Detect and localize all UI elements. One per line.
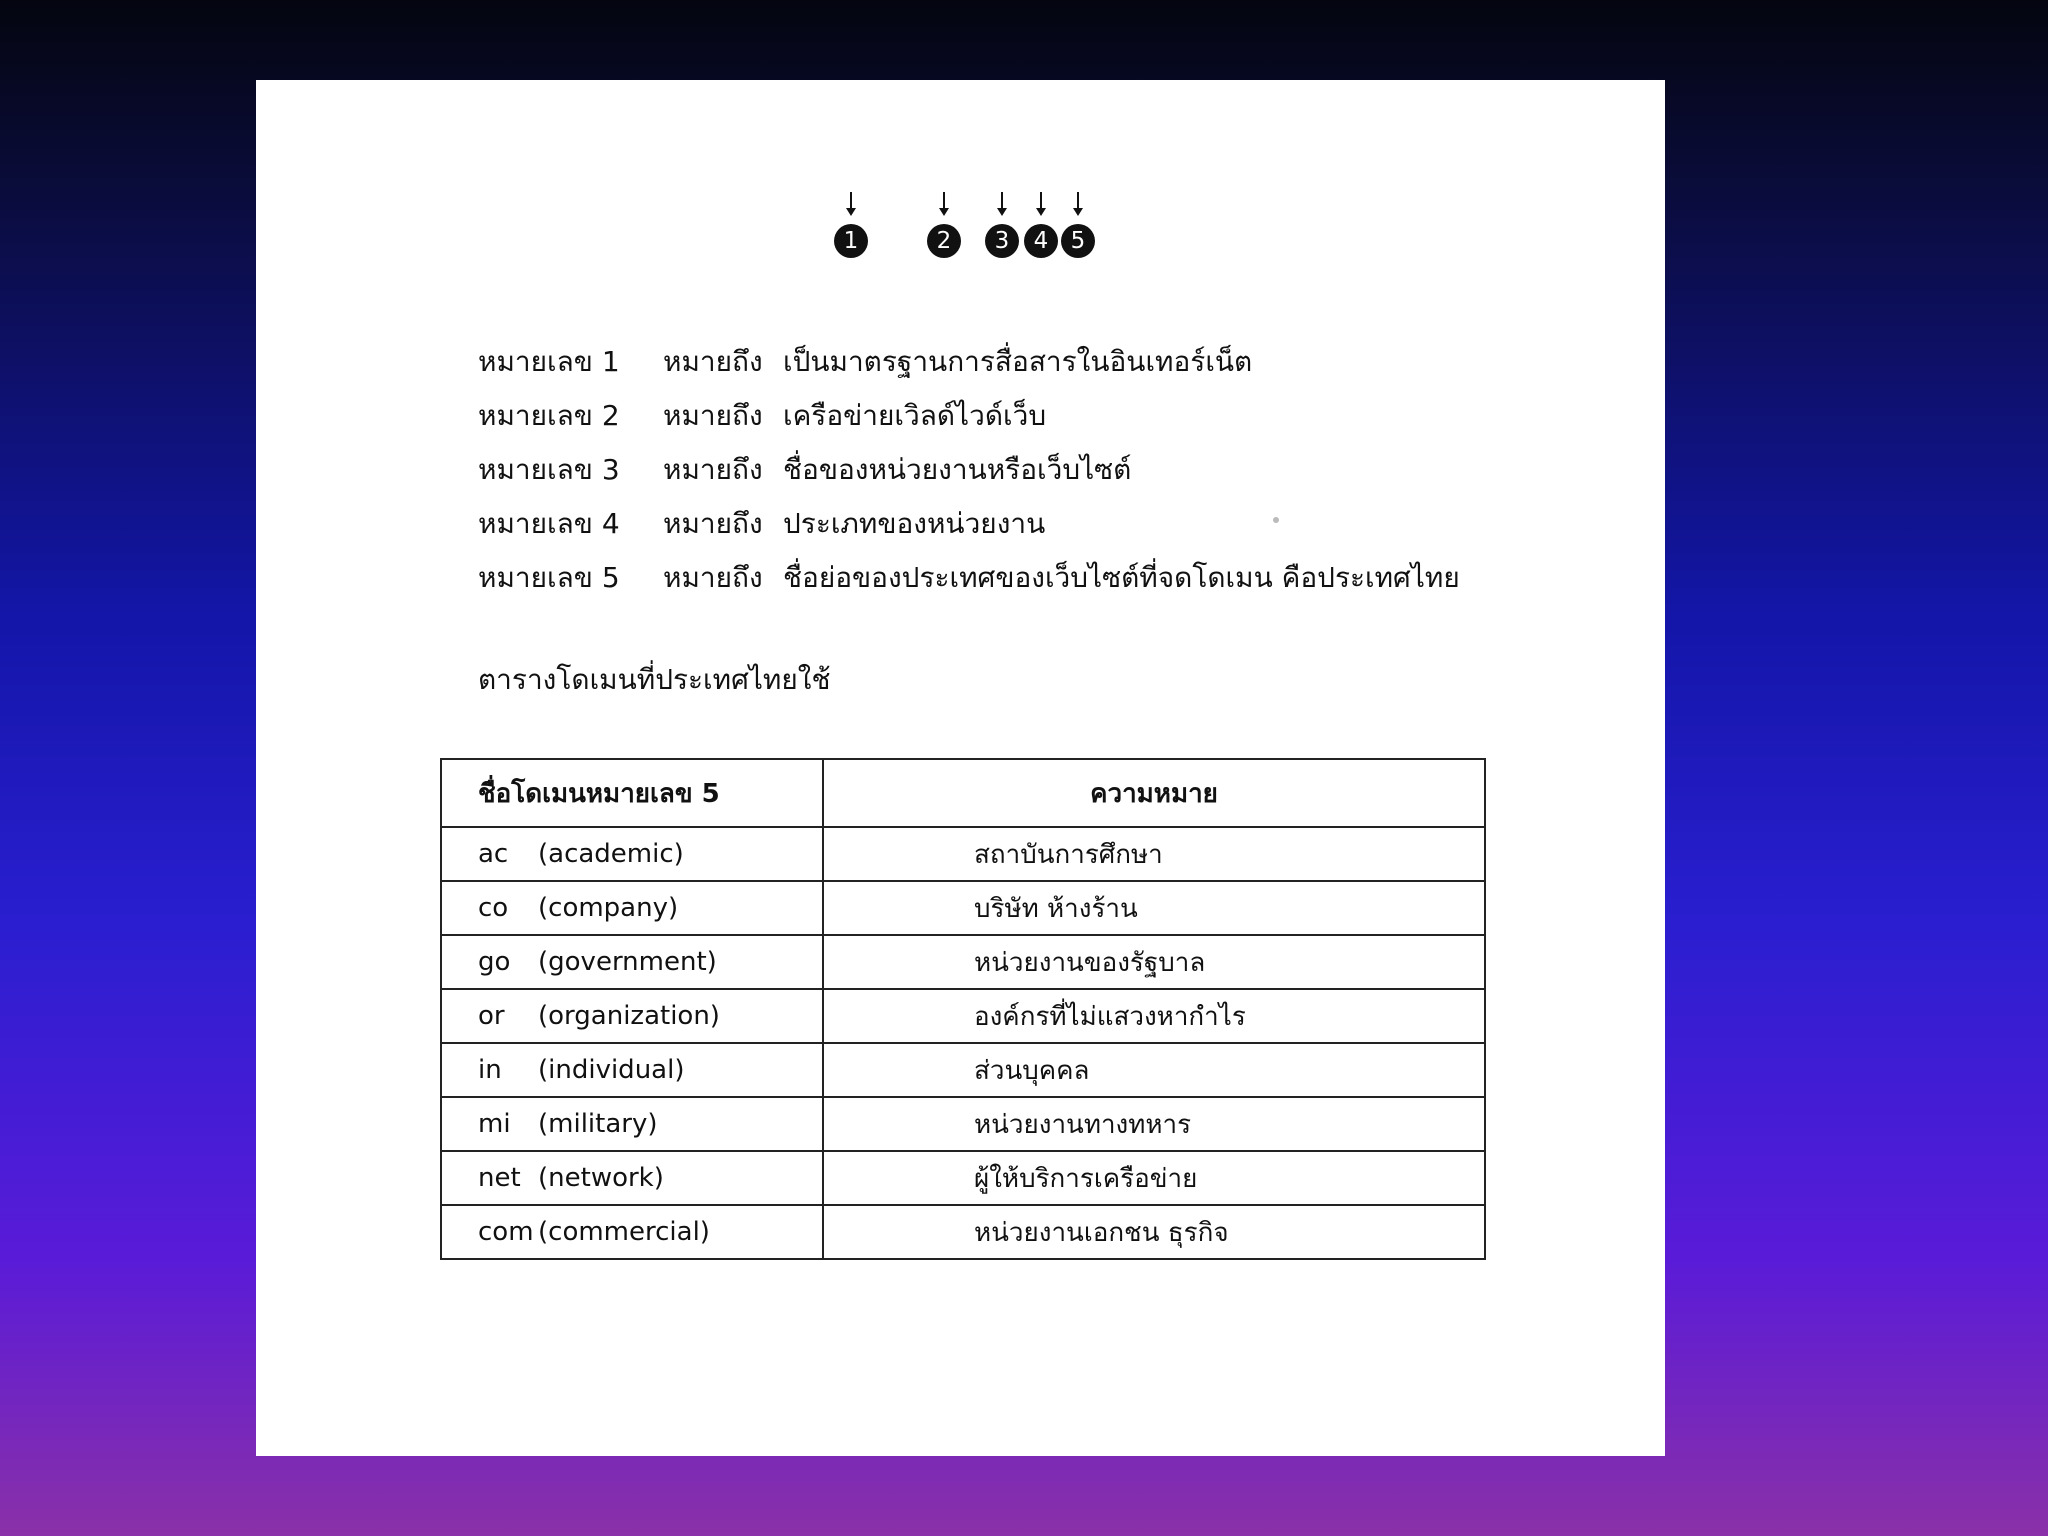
domain-full: (network) bbox=[538, 1163, 664, 1193]
domain-cell bbox=[441, 935, 823, 989]
marker-badge: 2 bbox=[927, 224, 961, 258]
legend-means: หมายถึง bbox=[663, 561, 763, 594]
legend-row bbox=[478, 551, 1460, 605]
domain-code: in bbox=[478, 1055, 502, 1085]
domain-cell bbox=[441, 827, 823, 881]
legend-label: หมายเลข 3 bbox=[478, 453, 620, 486]
table-row bbox=[441, 881, 1485, 935]
marker-4 bbox=[1024, 192, 1058, 258]
legend-text: ชื่อของหน่วยงานหรือเว็บไซต์ bbox=[783, 453, 1132, 486]
domain-full: (company) bbox=[538, 893, 679, 923]
marker-badge: 5 bbox=[1061, 224, 1095, 258]
domain-cell bbox=[441, 1043, 823, 1097]
down-arrow-icon bbox=[927, 192, 961, 218]
domain-full: (individual) bbox=[538, 1055, 685, 1085]
document-page bbox=[256, 80, 1665, 1456]
table-row bbox=[441, 935, 1485, 989]
meaning-cell: หน่วยงานของรัฐบาล bbox=[823, 935, 1485, 989]
meaning-cell: สถาบันการศึกษา bbox=[823, 827, 1485, 881]
legend-label: หมายเลข 4 bbox=[478, 507, 620, 540]
domain-cell bbox=[441, 1151, 823, 1205]
marker-badge: 1 bbox=[834, 224, 868, 258]
scan-speck bbox=[1273, 517, 1279, 523]
domain-code: or bbox=[478, 1001, 505, 1031]
domain-code: co bbox=[478, 893, 509, 923]
marker-1 bbox=[834, 192, 868, 258]
domain-full: (military) bbox=[538, 1109, 658, 1139]
down-arrow-icon bbox=[1024, 192, 1058, 218]
legend-text: เครือข่ายเวิลด์ไวด์เว็บ bbox=[783, 399, 1047, 432]
domain-code: net bbox=[478, 1163, 521, 1193]
table-row bbox=[441, 1205, 1485, 1259]
table-header-row bbox=[441, 759, 1485, 827]
legend-text: เป็นมาตรฐานการสื่อสารในอินเทอร์เน็ต bbox=[783, 345, 1253, 378]
table-row bbox=[441, 1097, 1485, 1151]
domain-code: mi bbox=[478, 1109, 511, 1139]
legend-label: หมายเลข 5 bbox=[478, 561, 620, 594]
meaning-cell: หน่วยงานทางทหาร bbox=[823, 1097, 1485, 1151]
domain-full: (commercial) bbox=[538, 1217, 710, 1247]
table-row bbox=[441, 989, 1485, 1043]
legend-text: ประเภทของหน่วยงาน bbox=[783, 507, 1046, 540]
domain-code: ac bbox=[478, 839, 509, 869]
domain-full: (academic) bbox=[538, 839, 684, 869]
marker-3 bbox=[985, 192, 1019, 258]
marker-badge: 4 bbox=[1024, 224, 1058, 258]
domain-cell bbox=[441, 1205, 823, 1259]
down-arrow-icon bbox=[834, 192, 868, 218]
domain-cell bbox=[441, 989, 823, 1043]
domain-table bbox=[440, 758, 1486, 1260]
meaning-cell: องค์กรที่ไม่แสวงหากำไร bbox=[823, 989, 1485, 1043]
domain-cell bbox=[441, 1097, 823, 1151]
domain-full: (government) bbox=[538, 947, 717, 977]
legend-means: หมายถึง bbox=[663, 507, 763, 540]
marker-badge: 3 bbox=[985, 224, 1019, 258]
down-arrow-icon bbox=[1061, 192, 1095, 218]
legend-label: หมายเลข 2 bbox=[478, 399, 620, 432]
header-domain-name: ชื่อโดเมนหมายเลข 5 bbox=[441, 759, 823, 827]
legend-row bbox=[478, 497, 1460, 551]
legend-row bbox=[478, 443, 1460, 497]
meaning-cell: ผู้ให้บริการเครือข่าย bbox=[823, 1151, 1485, 1205]
table-row bbox=[441, 1151, 1485, 1205]
table-row bbox=[441, 1043, 1485, 1097]
legend-text: ชื่อย่อของประเทศของเว็บไซต์ที่จดโดเมน คือประเทศไทย bbox=[783, 561, 1460, 594]
legend-means: หมายถึง bbox=[663, 453, 763, 486]
domain-full: (organization) bbox=[538, 1001, 720, 1031]
marker-legend bbox=[478, 335, 1460, 605]
meaning-cell: บริษัท ห้างร้าน bbox=[823, 881, 1485, 935]
domain-cell bbox=[441, 881, 823, 935]
header-meaning: ความหมาย bbox=[823, 759, 1485, 827]
legend-row bbox=[478, 389, 1460, 443]
meaning-cell: ส่วนบุคคล bbox=[823, 1043, 1485, 1097]
meaning-cell: หน่วยงานเอกชน ธุรกิจ bbox=[823, 1205, 1485, 1259]
domain-code: go bbox=[478, 947, 511, 977]
marker-2 bbox=[927, 192, 961, 258]
section-title: ตารางโดเมนที่ประเทศไทยใช้ bbox=[478, 663, 831, 696]
marker-5 bbox=[1061, 192, 1095, 258]
domain-code: com bbox=[478, 1217, 534, 1247]
down-arrow-icon bbox=[985, 192, 1019, 218]
legend-means: หมายถึง bbox=[663, 345, 763, 378]
legend-label: หมายเลข 1 bbox=[478, 345, 620, 378]
table-row bbox=[441, 827, 1485, 881]
legend-means: หมายถึง bbox=[663, 399, 763, 432]
legend-row bbox=[478, 335, 1460, 389]
